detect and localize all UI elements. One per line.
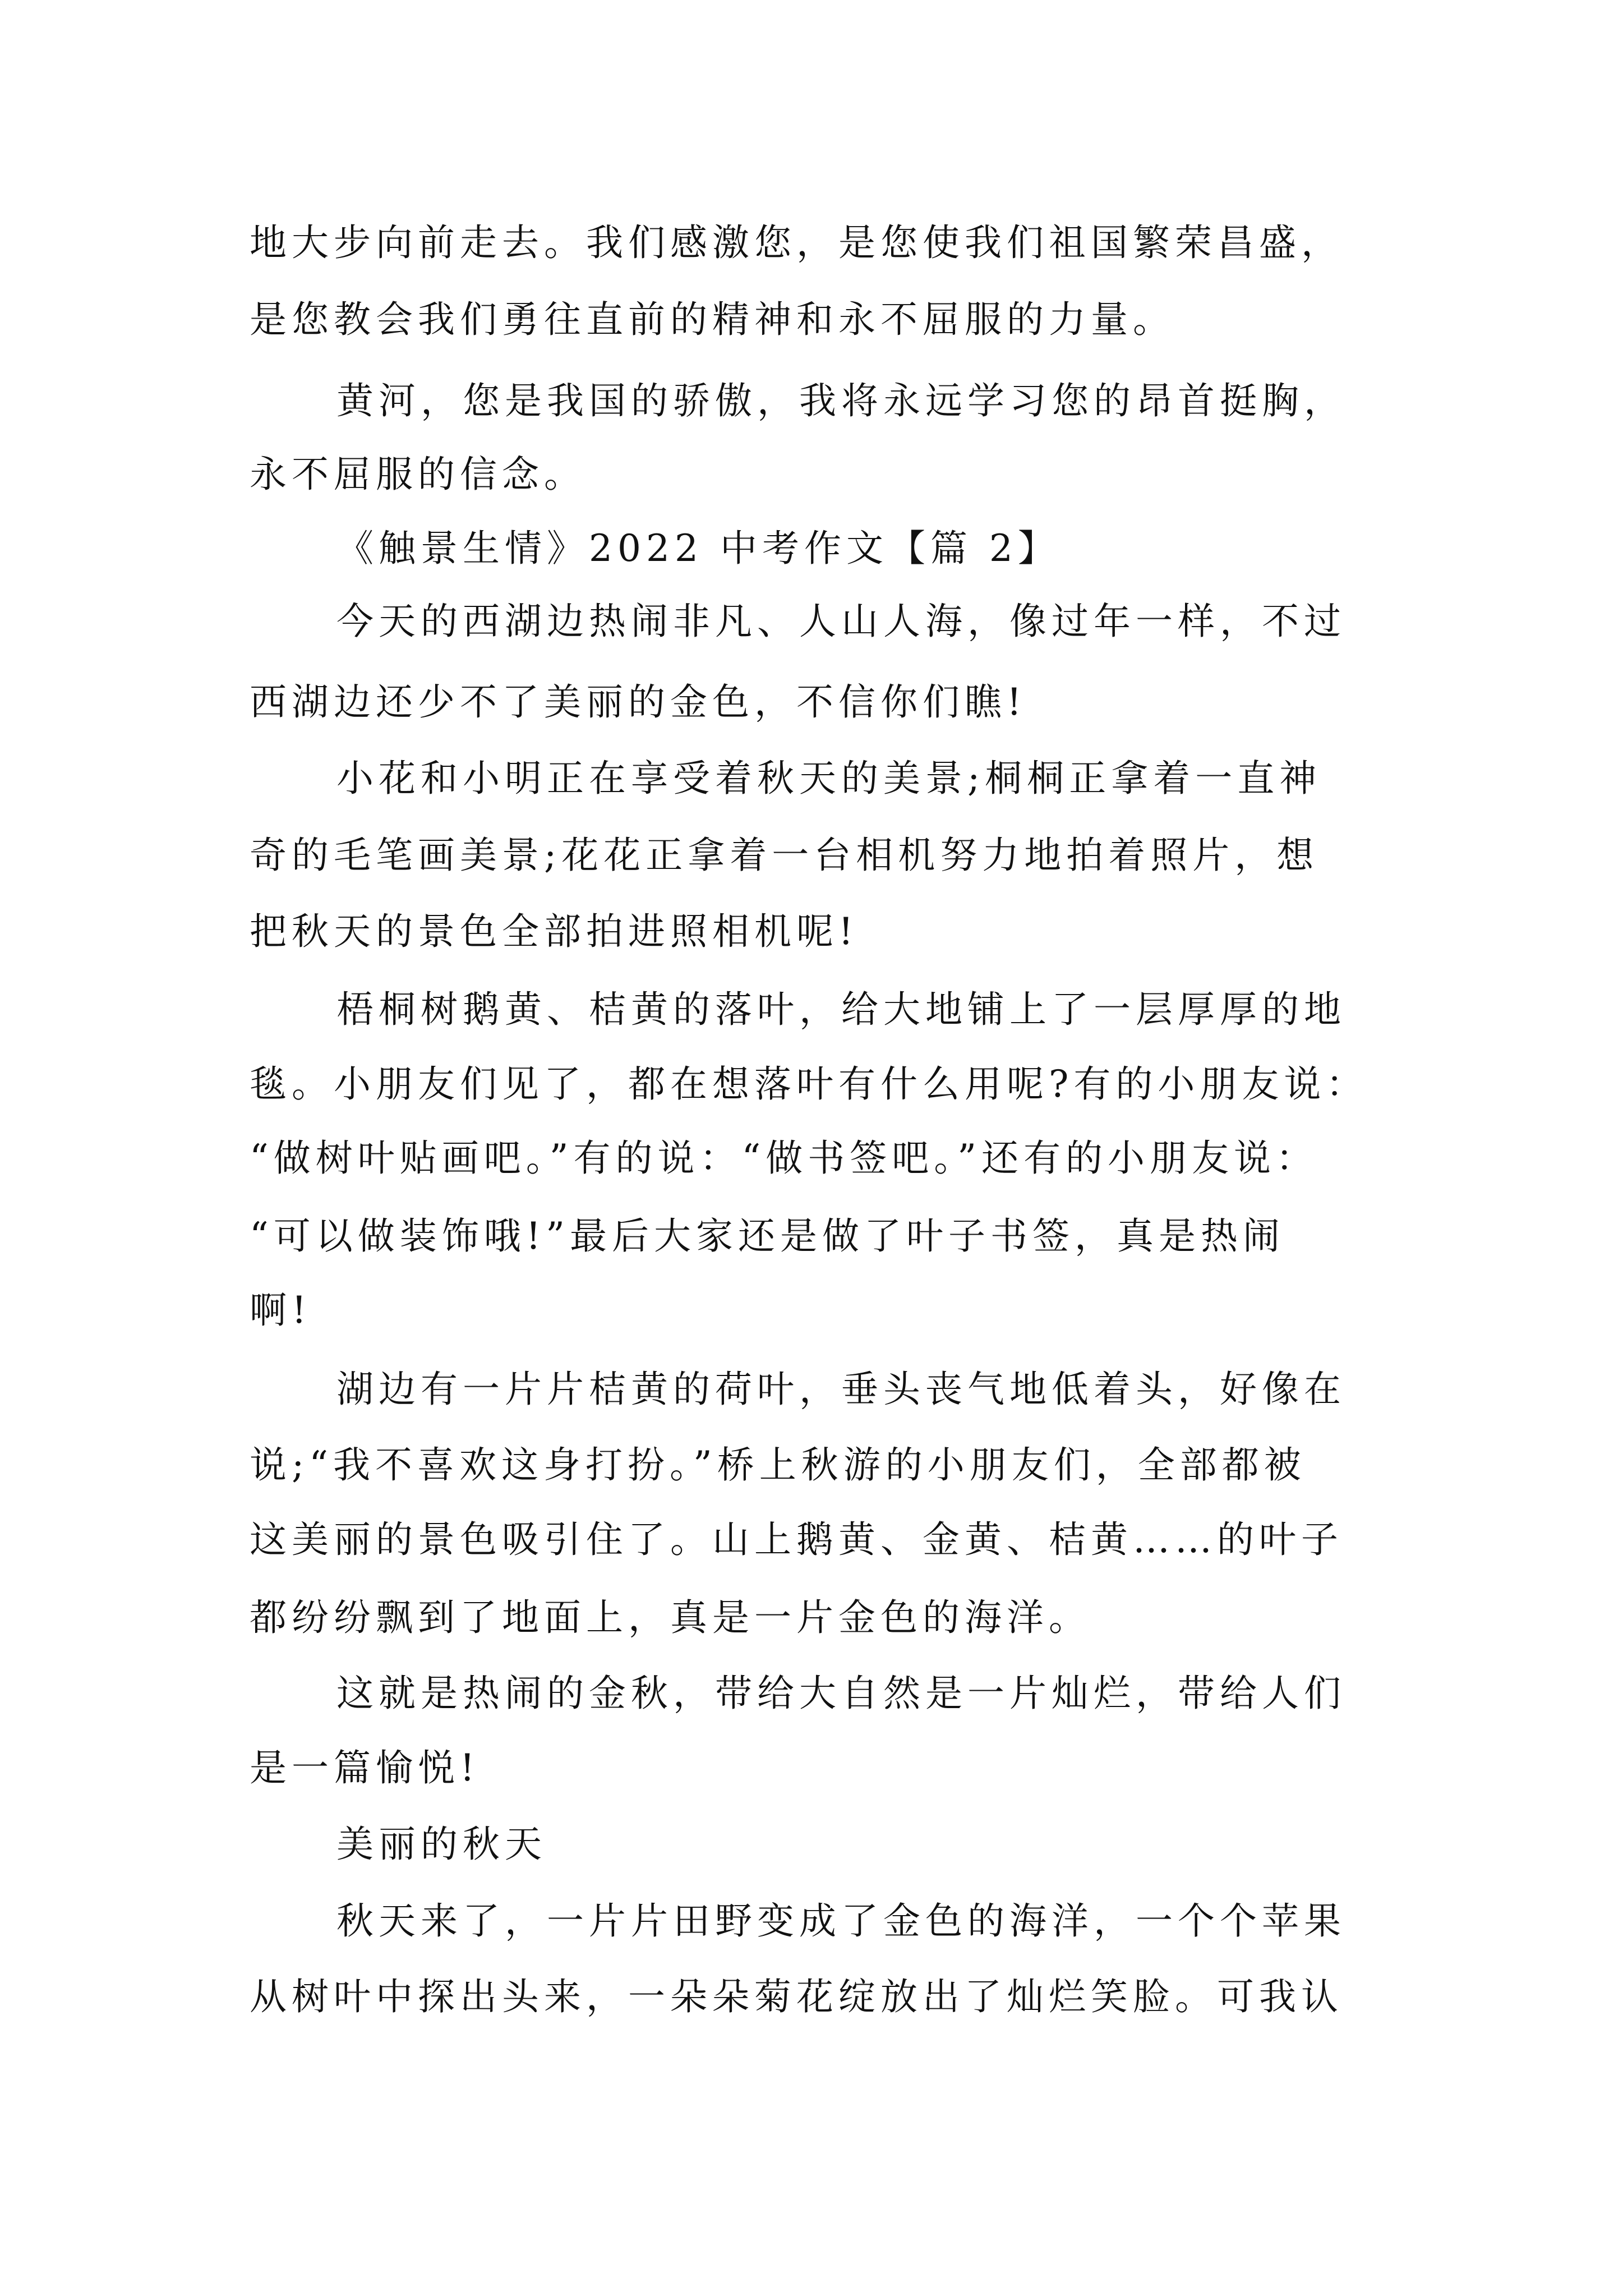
section-heading: 美丽的秋天 bbox=[336, 1823, 547, 1866]
text-line: 这美丽的景色吸引住了。山上鹅黄、金黄、桔黄……的叶子 bbox=[250, 1518, 1343, 1561]
text-line: 把秋天的景色全部拍进照相机呢! bbox=[250, 910, 859, 953]
text-line: 奇的毛笔画美景;花花正拿着一台相机努力地拍着照片，想 bbox=[250, 834, 1319, 877]
text-line: “可以做装饰哦!”最后大家还是做了叶子书签，真是热闹 bbox=[250, 1214, 1285, 1258]
text-line: 西湖边还少不了美丽的金色，不信你们瞧! bbox=[250, 680, 1027, 724]
text-line: 是一篇愉悦! bbox=[250, 1746, 480, 1789]
text-line: 秋天来了，一片片田野变成了金色的海洋，一个个苹果 bbox=[336, 1899, 1346, 1943]
text-line: 毯。小朋友们见了，都在想落叶有什么用呢?有的小朋友说： bbox=[250, 1062, 1368, 1106]
text-line: 都纷纷飘到了地面上，真是一片金色的海洋。 bbox=[250, 1596, 1091, 1639]
text-line: 地大步向前走去。我们感激您，是您使我们祖国繁荣昌盛， bbox=[250, 221, 1343, 264]
text-line: 小花和小明正在享受着秋天的美景;桐桐正拿着一直神 bbox=[336, 757, 1322, 800]
text-line: 是您教会我们勇往直前的精神和永不屈服的力量。 bbox=[250, 298, 1175, 341]
text-line: 这就是热闹的金秋，带给大自然是一片灿烂，带给人们 bbox=[336, 1672, 1346, 1715]
text-line: “做树叶贴画吧。”有的说：“做书签吧。”还有的小朋友说： bbox=[250, 1137, 1318, 1180]
text-line: 永不屈服的信念。 bbox=[250, 453, 586, 496]
text-line: 黄河，您是我国的骄傲，我将永远学习您的昂首挺胸， bbox=[336, 379, 1346, 422]
section-heading: 《触景生情》2022 中考作文【篇 2】 bbox=[336, 527, 1060, 570]
text-line: 湖边有一片片桔黄的荷叶，垂头丧气地低着头，好像在 bbox=[336, 1368, 1346, 1411]
text-line: 说;“我不喜欢这身打扮。”桥上秋游的小朋友们，全部都被 bbox=[250, 1443, 1306, 1487]
text-line: 从树叶中探出头来，一朵朵菊花绽放出了灿烂笑脸。可我认 bbox=[250, 1975, 1343, 2018]
text-line: 梧桐树鹅黄、桔黄的落叶，给大地铺上了一层厚厚的地 bbox=[336, 988, 1346, 1031]
text-line: 今天的西湖边热闹非凡、人山人海，像过年一样，不过 bbox=[336, 600, 1346, 643]
text-line: 啊! bbox=[250, 1289, 312, 1332]
